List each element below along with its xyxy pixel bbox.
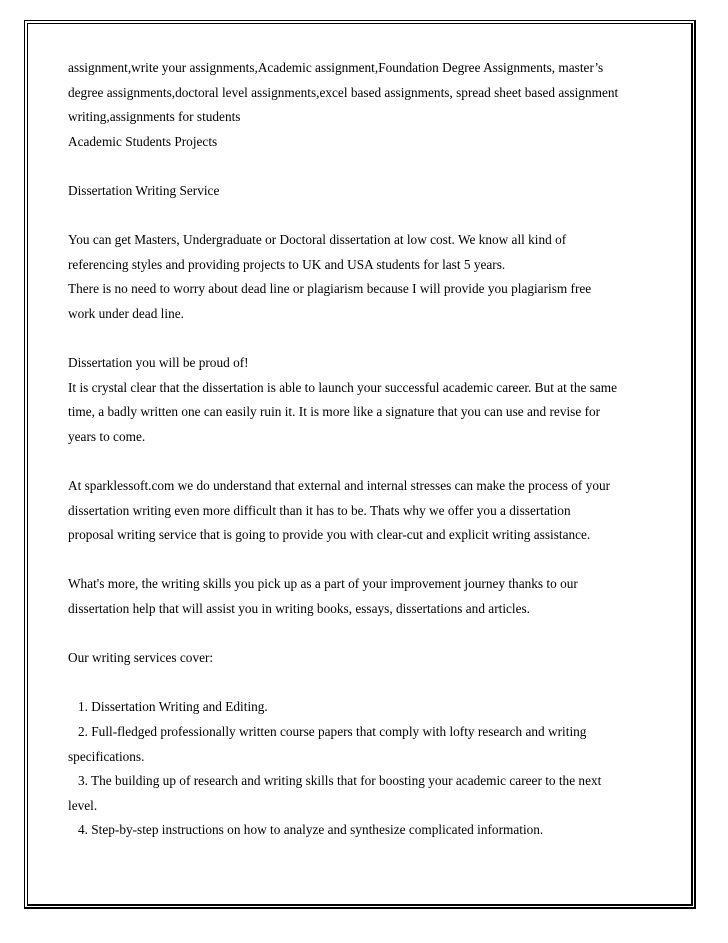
para4-line-2: dissertation help that will assist you in writing books, essays, dissertations and articles.	[68, 601, 531, 617]
service-item-3: 3. The building up of research and writing skills that for boosting your academic career to the next	[68, 773, 602, 789]
spacer	[68, 327, 668, 352]
para3-line-1: At sparklessoft.com we do understand that external and internal stresses can make the process of your	[68, 478, 611, 494]
para1-line-2: referencing styles and providing projects to UK and USA students for last 5 years.	[68, 256, 506, 272]
para1-line-4: work under dead line.	[68, 305, 184, 321]
spacer	[68, 622, 668, 647]
spacer	[68, 671, 668, 696]
para2-line-3: years to come.	[68, 428, 146, 444]
service-heading: Dissertation Writing Service	[68, 182, 220, 198]
para3-line-2: dissertation writing even more difficult than it has to be. Thats why we offer you a dissertation	[68, 502, 571, 518]
intro-line-1: assignment,write your assignments,Academic assignment,Foundation Degree Assignments, master’s	[68, 60, 604, 75]
intro-line-4: Academic Students Projects	[68, 133, 218, 149]
page-content	[68, 56, 668, 843]
para4-line-1: What's more, the writing skills you pick up as a part of your improvement journey thanks to our	[68, 576, 578, 592]
intro-line-2: degree assignments,doctoral level assignments,excel based assignments, spread sheet based assignment	[68, 84, 619, 100]
service-item-2: 2. Full-fledged professionally written course papers that comply with lofty research and writing	[68, 724, 587, 740]
spacer	[68, 204, 668, 229]
services-heading: Our writing services cover:	[68, 650, 214, 666]
para2-heading: Dissertation you will be proud of!	[68, 355, 249, 371]
para1-line-1: You can get Masters, Undergraduate or Doctoral dissertation at low cost. We know all kind of	[68, 232, 567, 248]
service-item-2-continued: specifications.	[68, 748, 145, 764]
para3-line-3: proposal writing service that is going to provide you with clear-cut and explicit writing assistance.	[68, 527, 591, 543]
para2-line-2: time, a badly written one can easily ruin it. It is more like a signature that you can use and revise for	[68, 404, 601, 420]
service-item-3-continued: level.	[68, 797, 98, 813]
para2-line-1: It is crystal clear that the dissertation is able to launch your successful academic career. But at the same	[68, 379, 618, 395]
para1-line-3: There is no need to worry about dead line or plagiarism because I will provide you plagiarism free	[68, 281, 592, 297]
intro-line-3: writing,assignments for students	[68, 109, 241, 125]
spacer	[68, 450, 668, 475]
spacer	[68, 548, 668, 573]
service-item-1: 1. Dissertation Writing and Editing.	[68, 699, 268, 715]
spacer	[68, 154, 668, 179]
service-item-4: 4. Step-by-step instructions on how to analyze and synthesize complicated information.	[68, 822, 544, 838]
